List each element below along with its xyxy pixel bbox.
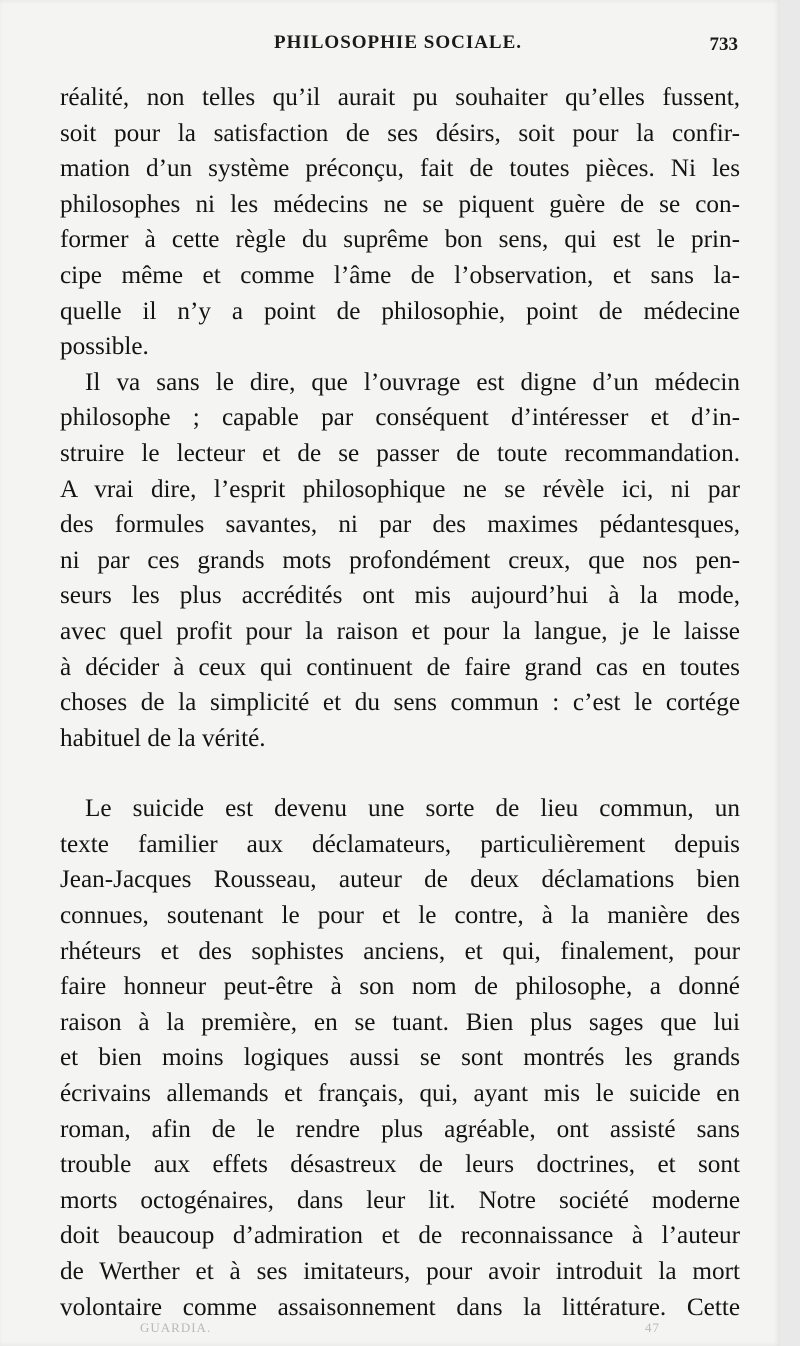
section-gap xyxy=(60,756,740,791)
text-line: Il va sans le dire, que l’ouvrage est digne d’un médecin xyxy=(85,368,740,396)
text-line: rhéteurs et des sophistes anciens, et qui, finalement, pour xyxy=(60,937,740,965)
text-line: A vrai dire, l’esprit philosophique ne se révèle ici, ni par xyxy=(60,475,740,503)
text-line: quelle il n’y a point de philosophie, point de médecine xyxy=(60,297,740,325)
text-line: morts octogénaires, dans leur lit. Notre société moderne xyxy=(60,1186,740,1214)
text-line: écrivains allemands et français, qui, ayant mis le suicide en xyxy=(60,1080,740,1108)
text-line: Le suicide est devenu une sorte de lieu commun, un xyxy=(85,795,740,823)
text-line: cipe même et comme l’âme de l’observation, et sans la- xyxy=(60,261,740,289)
text-line: ni par ces grands mots profondément creux, que nos pen- xyxy=(60,546,740,574)
text-line: former à cette règle du suprême bon sens, qui est le prin- xyxy=(60,226,740,254)
text-line: doit beaucoup d’admiration et de reconnaissance à l’auteur xyxy=(60,1222,740,1250)
text-line: connues, soutenant le pour et le contre, à la manière des xyxy=(60,902,740,930)
printer-signature: GUARDIA. xyxy=(140,1320,212,1335)
page-number: 733 xyxy=(709,34,738,55)
text-line: texte familier aux déclamateurs, particulièrement depuis xyxy=(60,830,740,858)
paragraph-1 xyxy=(60,80,740,365)
text-line: philosophes ni les médecins ne se piquent guère de se con- xyxy=(60,190,740,218)
text-line: raison à la première, en se tuant. Bien plus sages que lui xyxy=(60,1008,740,1036)
text-line: Jean-Jacques Rousseau, auteur de deux déclamations bien xyxy=(60,866,740,894)
text-line: de Werther et à ses imitateurs, pour avoir introduit la mort xyxy=(60,1258,740,1285)
page-header xyxy=(58,32,738,62)
page-body xyxy=(60,80,740,1325)
text-line: seurs les plus accrédités ont mis aujourd’hui à la mode, xyxy=(60,582,740,610)
text-line: trouble aux effets désastreux de leurs doctrines, et sont xyxy=(60,1151,740,1179)
text-line: réalité, non telles qu’il aurait pu souhaiter qu’elles fussent, xyxy=(60,84,740,111)
text-line: avec quel profit pour la raison et pour la langue, je le laisse xyxy=(60,617,740,645)
text-line: faire honneur peut-être à son nom de philosophe, a donné xyxy=(60,973,740,1001)
running-head: PHILOSOPHIE SOCIALE. xyxy=(273,32,523,53)
text-line: soit pour la satisfaction de ses désirs, soit pour la confir- xyxy=(60,119,740,147)
text-line: mation d’un système préconçu, fait de toutes pièces. Ni les xyxy=(60,155,740,183)
text-line: volontaire comme assaisonnement dans la littérature. Cette xyxy=(60,1293,740,1321)
text-line: struire le lecteur et de se passer de toute recommandation. xyxy=(60,439,740,467)
page-footer xyxy=(140,1320,660,1342)
text-line: à décider à ceux qui continuent de faire grand cas en toutes xyxy=(60,653,740,681)
text-line: roman, afin de le rendre plus agréable, ont assisté sans xyxy=(60,1115,740,1143)
text-line: possible. xyxy=(60,333,149,361)
signature-number: 47 xyxy=(645,1320,660,1335)
text-line: choses de la simplicité et du sens commun : c’est le cortége xyxy=(60,689,740,717)
paragraph-2 xyxy=(60,365,740,757)
text-line: des formules savantes, ni par des maximes pédantesques, xyxy=(60,511,740,539)
paragraph-3 xyxy=(60,791,740,1325)
text-line: philosophe ; capable par conséquent d’intéresser et d’in- xyxy=(60,404,740,432)
text-line: habituel de la vérité. xyxy=(60,724,266,752)
text-line: et bien moins logiques aussi se sont montrés les grands xyxy=(60,1044,740,1072)
